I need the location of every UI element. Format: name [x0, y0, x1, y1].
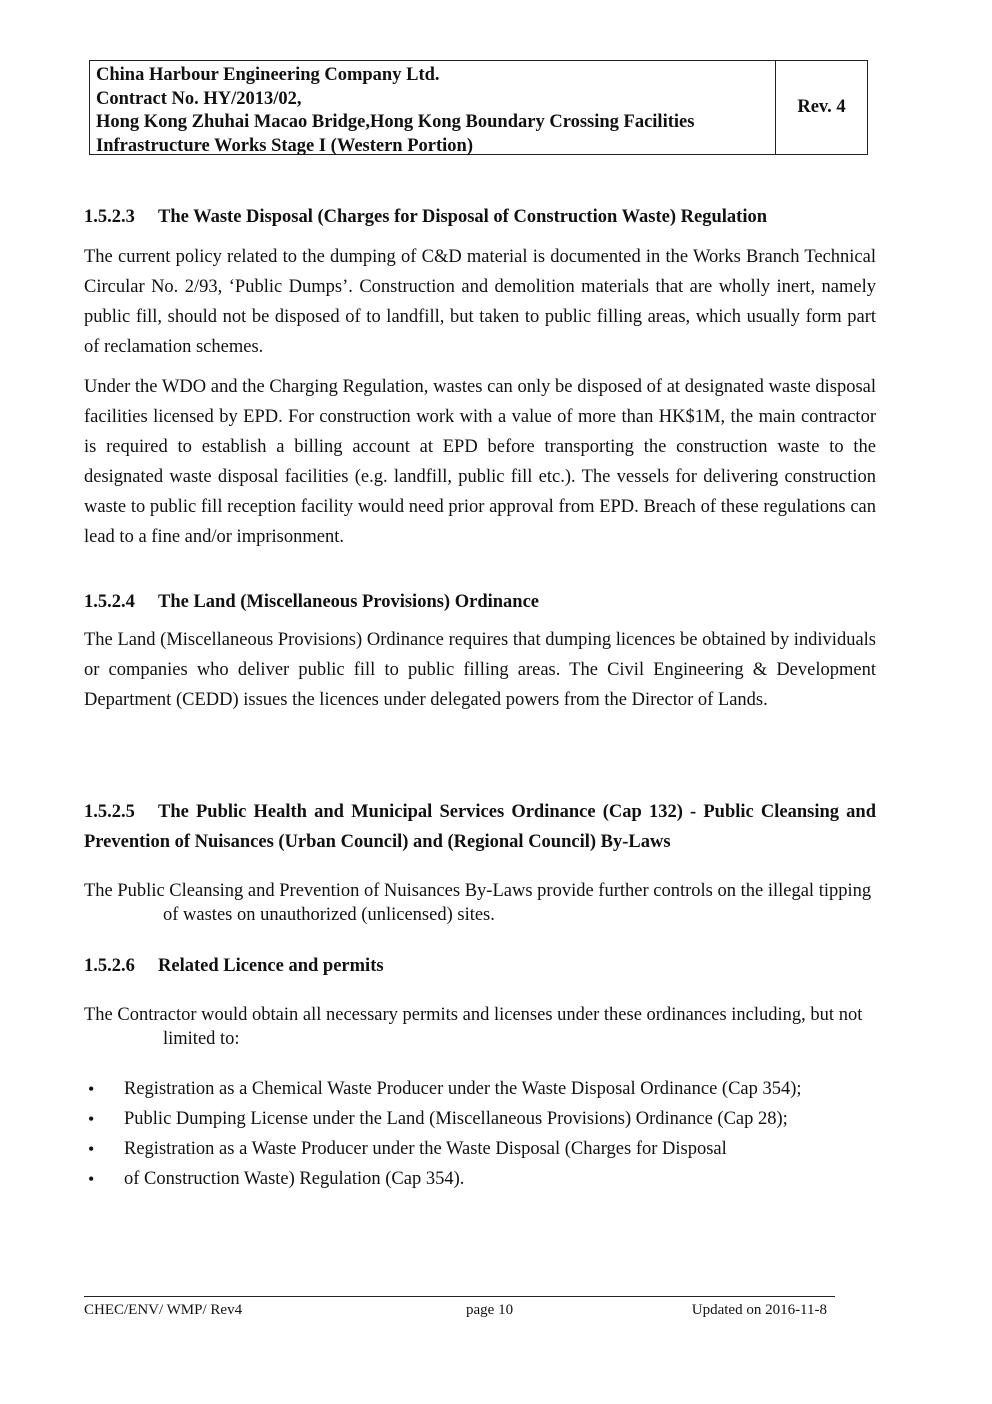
footer-doc-ref: CHEC/ENV/ WMP/ Rev4	[84, 1302, 243, 1318]
header-works: Infrastructure Works Stage I (Western Portion)	[96, 135, 473, 156]
paragraph: The Contractor would obtain all necessary permits and licenses under these ordinances including, but not limited to:	[84, 1005, 863, 1049]
paragraph: The current policy related to the dumping of C&D material is documented in the Works Branch Technical Circular No. 2/93, ‘Public Dumps’. Construction and demolition materials that are wholly inert, namely public fill, should not be disposed of to landfill, but taken to public filling areas, which usually form part of reclamation schemes.	[84, 247, 876, 357]
bullet-icon: •	[88, 1169, 95, 1189]
section-heading-1-5-2-3	[84, 202, 876, 232]
section-number: 1.5.2.3	[84, 207, 135, 227]
section-title: The Public Health and Municipal Services Ordinance (Cap 132) - Public Cleansing and Prevention of Nuisances (Urban Council) and (Regional Council) By-Laws	[84, 802, 876, 852]
section-number: 1.5.2.5	[84, 802, 135, 822]
paragraph: The Public Cleansing and Prevention of Nuisances By-Laws provide further controls on the illegal tipping of wastes on unauthorized (unlicensed) sites.	[84, 881, 872, 925]
section-title: Related Licence and permits	[158, 956, 384, 976]
header-project: Hong Kong Zhuhai Macao Bridge,Hong Kong Boundary Crossing Facilities	[96, 112, 695, 132]
bullet-icon: •	[88, 1139, 95, 1159]
footer-page-number: page 10	[466, 1302, 514, 1318]
header-contract: Contract No. HY/2013/02,	[96, 88, 302, 109]
section-heading-1-5-2-6	[84, 951, 876, 981]
section-title: The Waste Disposal (Charges for Disposal of Construction Waste) Regulation	[158, 207, 767, 227]
bullet-icon: •	[88, 1079, 95, 1099]
list-item	[84, 1074, 876, 1104]
header-revision: Rev. 4	[797, 97, 846, 117]
section-number: 1.5.2.4	[84, 592, 135, 612]
list-item-text: Public Dumping License under the Land (Miscellaneous Provisions) Ordinance (Cap 28);	[124, 1109, 788, 1129]
permit-list	[84, 1074, 876, 1194]
paragraph: The Land (Miscellaneous Provisions) Ordinance requires that dumping licences be obtained by individuals or companies who deliver public fill to public filling areas. The Civil Engineering & Development Department (CEDD) issues the licences under delegated powers from the Director of Lands.	[84, 630, 876, 710]
list-item-text: Registration as a Waste Producer under the Waste Disposal (Charges for Disposal	[124, 1139, 727, 1159]
section-number: 1.5.2.6	[84, 956, 135, 976]
section-heading-1-5-2-4	[84, 587, 876, 617]
bullet-icon: •	[88, 1109, 95, 1129]
list-item	[84, 1164, 876, 1194]
list-item	[84, 1134, 876, 1164]
paragraph: Under the WDO and the Charging Regulation, wastes can only be disposed of at designated waste disposal facilities licensed by EPD. For construction work with a value of more than HK$1M, the main contractor is required to establish a billing account at EPD before transporting the construction waste to the designated waste disposal facilities (e.g. landfill, public fill etc.). The vessels for delivering construction waste to public fill reception facility would need prior approval from EPD. Breach of these regulations can lead to a fine and/or imprisonment.	[84, 377, 876, 547]
section-heading-1-5-2-5	[84, 797, 876, 857]
header-title-block	[90, 61, 776, 154]
footer-divider	[84, 1296, 835, 1297]
list-item-text: of Construction Waste) Regulation (Cap 354).	[124, 1169, 465, 1189]
list-item-text: Registration as a Chemical Waste Producer under the Waste Disposal Ordinance (Cap 354);	[124, 1079, 802, 1099]
footer-updated-date: Updated on 2016-11-8	[691, 1302, 827, 1318]
document-header	[89, 60, 868, 155]
list-item	[84, 1104, 876, 1134]
section-title: The Land (Miscellaneous Provisions) Ordinance	[158, 592, 539, 612]
page-footer	[84, 1302, 835, 1322]
header-company: China Harbour Engineering Company Ltd.	[96, 65, 440, 85]
